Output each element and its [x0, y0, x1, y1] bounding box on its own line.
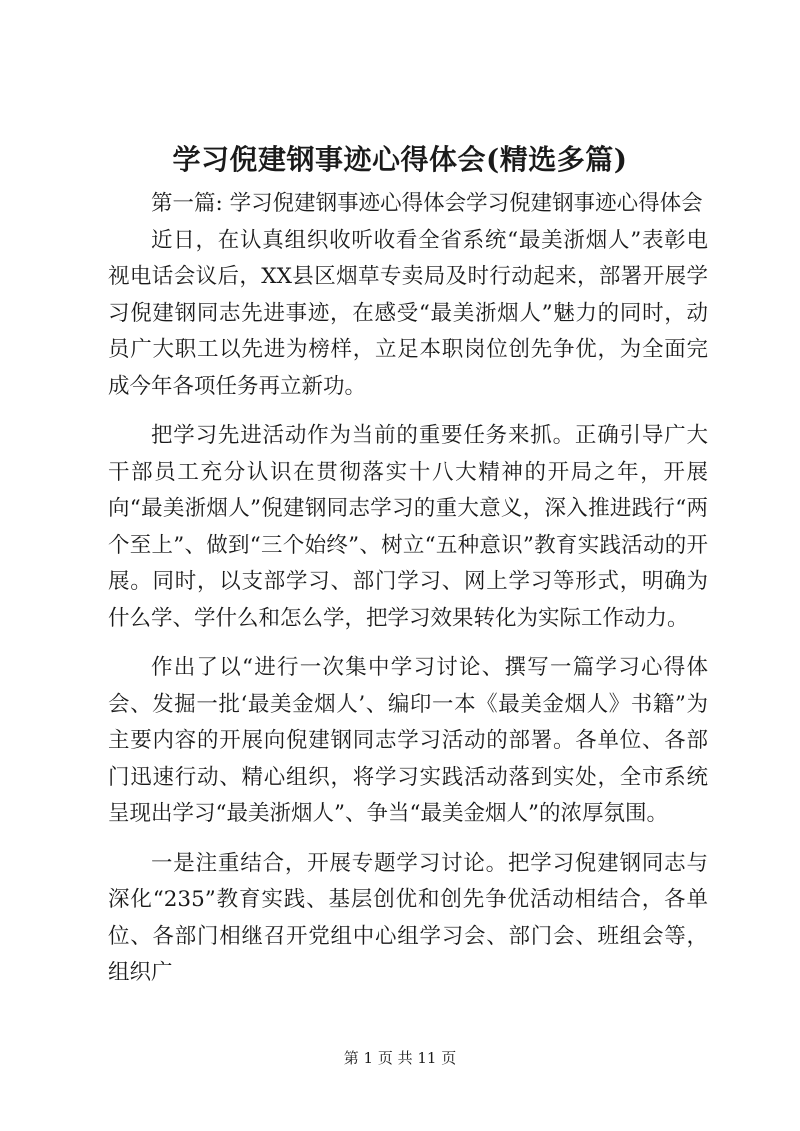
- document-title: 学习倪建钢事迹心得体会(精选多篇): [172, 143, 628, 176]
- paragraph-heading: 第一篇: 学习倪建钢事迹心得体会学习倪建钢事迹心得体会: [151, 191, 703, 216]
- page-footer: 第 1 页 共 11 页: [343, 1049, 457, 1067]
- paragraph: 一是注重结合，开展专题学习讨论。把学习倪建钢同志与深化“235”教育实践、基层创优和创先争优活动相结合，各单位、各部门相继召开党组中心组学习会、部门会、班组会等，组织广: [108, 850, 708, 985]
- paragraph: 把学习先进活动作为当前的重要任务来抓。正确引导广大干部员工充分认识在贯彻落实十八大精神的开局之年，开展向“最美浙烟人”倪建钢同志学习的重大意义，深入推进践行“两个至上”、做到“三个始终”、树立“五种意识”教育实践活动的开展。同时，以支部学习、部门学习、网上学习等形式，明确为什么学、学什么和怎么学，把学习效果转化为实际工作动力。: [108, 423, 708, 631]
- document-body: [108, 186, 708, 992]
- paragraph: 近日，在认真组织收听收看全省系统“最美浙烟人”表彰电视电话会议后，XX县区烟草专卖局及时行动起来，部署开展学习倪建钢同志先进事迹，在感受“最美浙烟人”魅力的同时，动员广大职工以先进为榜样，立足本职岗位创先争优，为全面完成今年各项任务再立新功。: [108, 227, 708, 399]
- paragraph: 作出了以“进行一次集中学习讨论、撰写一篇学习心得体会、发掘一批‘最美金烟人’、编印一本《最美金烟人》书籍”为主要内容的开展向倪建钢同志学习活动的部署。各单位、各部门迅速行动、精心组织，将学习实践活动落到实处，全市系统呈现出学习“最美浙烟人”、争当“最美金烟人”的浓厚氛围。: [108, 655, 708, 826]
